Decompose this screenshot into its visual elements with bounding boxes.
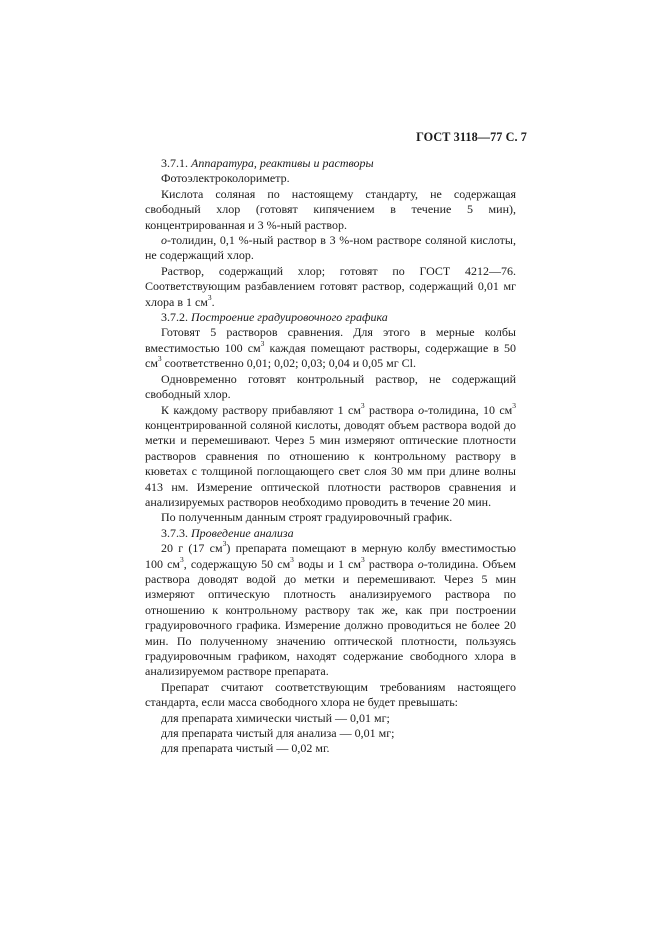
text-run: ) препарата помещают в мерную колбу вместимостью 100 см xyxy=(145,541,516,571)
text-run: 20 г (17 см xyxy=(161,541,223,556)
list-item: для препарата химически чистый — 0,01 мг; xyxy=(161,710,390,725)
paragraph: Одновременно готовят контрольный раствор, не содержащий свободный хлор. xyxy=(145,371,516,402)
section-heading-3-7-1 xyxy=(145,156,516,171)
section-title: Проведение анализа xyxy=(191,525,294,540)
section-title: Построение градуировочного графика xyxy=(191,310,388,325)
paragraph xyxy=(145,400,517,511)
paragraph: Фотоэлектроколориметр. xyxy=(161,171,290,186)
text-run: . xyxy=(211,294,215,309)
section-number: 3.7.1. xyxy=(161,156,188,170)
superscript: 3 xyxy=(180,554,184,564)
document-body xyxy=(145,156,516,757)
italic-letter: о xyxy=(161,233,167,248)
superscript: 3 xyxy=(260,338,265,348)
paragraph: Препарат считают соответствующим требованиям настоящего стандарта, если масса свободного хлора не будет превышать: xyxy=(145,679,516,710)
italic-letter: о xyxy=(418,402,425,417)
text-run: , содержащую 50 см xyxy=(183,556,291,571)
text-run: -толидин, 0,1 %-ный раствор в 3 %-ном растворе соляной кислоты, не содержащий хлор. xyxy=(145,233,516,263)
section-heading-3-7-3 xyxy=(145,526,516,541)
paragraph xyxy=(145,233,516,264)
list-item: для препарата чистый для анализа — 0,01 мг; xyxy=(161,726,395,741)
section-number: 3.7.3. xyxy=(161,525,188,540)
paragraph: По полученным данным строят градуировочный график. xyxy=(161,510,453,525)
superscript: 3 xyxy=(157,354,162,364)
text-run: соответственно 0,01; 0,02; 0,03; 0,04 и 0,05 мг Cl. xyxy=(161,356,417,371)
text-run: раствора xyxy=(364,402,419,417)
list-item: для препарата чистый — 0,02 мг. xyxy=(161,741,330,756)
superscript: 3 xyxy=(361,554,365,564)
text-run: Раствор, содержащий хлор; готовят по ГОСТ 4212—76. Соответствующим разбавлением готовят раствор, содержащий 0,01 мг хлора в 1 см xyxy=(145,263,516,309)
text-run: -толидина, 10 см xyxy=(424,402,513,417)
italic-letter: о xyxy=(417,556,424,571)
text-run: воды и 1 см xyxy=(293,556,361,571)
text-run: раствора xyxy=(364,556,418,571)
paragraph xyxy=(145,264,516,310)
section-number: 3.7.2. xyxy=(161,310,188,325)
text-run: -толидина. Объем раствора доводят водой до метки и перемешивают. Через 5 мин измеряют оптическую плотность анализируемого раствора по отношению к контрольному раствору так же, как при построении градуировочного графика. Измерение должно проводиться не более 20 мин. По полученному значению оптической плотности, пользуясь градуировочным графиком, находят содержание свободного хлора в анализируемом растворе препарата. xyxy=(145,556,517,679)
paragraph: Кислота соляная по настоящему стандарту, не содержащая свободный хлор (готовят кипячением в течение 5 мин), концентрированная и 3 %-ный раствор. xyxy=(145,186,516,232)
paragraph xyxy=(145,541,516,680)
superscript: 3 xyxy=(290,554,294,564)
text-run: каждая помещают растворы, содержащие в 50 см xyxy=(145,340,516,371)
text-run: Готовят 5 растворов сравнения. Для этого в мерные колбы вместимостью 100 см xyxy=(145,325,516,355)
section-title: Аппаратура, реактивы и растворы xyxy=(191,156,374,170)
paragraph xyxy=(145,325,516,371)
text-run: К каждому раствору прибавляют 1 см xyxy=(161,402,361,417)
superscript: 3 xyxy=(222,539,227,549)
page-header: ГОСТ 3118—77 С. 7 xyxy=(416,130,527,144)
section-heading-3-7-2 xyxy=(145,310,516,325)
superscript: 3 xyxy=(512,400,517,410)
text-run: концентрированной соляной кислоты, доводят объем раствора водой до метки и перемешивают. Через 5 мин измеряют оптические плотности растворов сравнения по отношению к контрольному раствору в кюветах с толщиной поглощающего свет слоя 30 мм при длине волны 413 нм. Измерение оптической плотности растворов сравнения и анализируемых растворов необходимо проводить в течение 20 мин. xyxy=(145,417,516,509)
superscript: 3 xyxy=(207,292,212,302)
superscript: 3 xyxy=(360,400,365,410)
